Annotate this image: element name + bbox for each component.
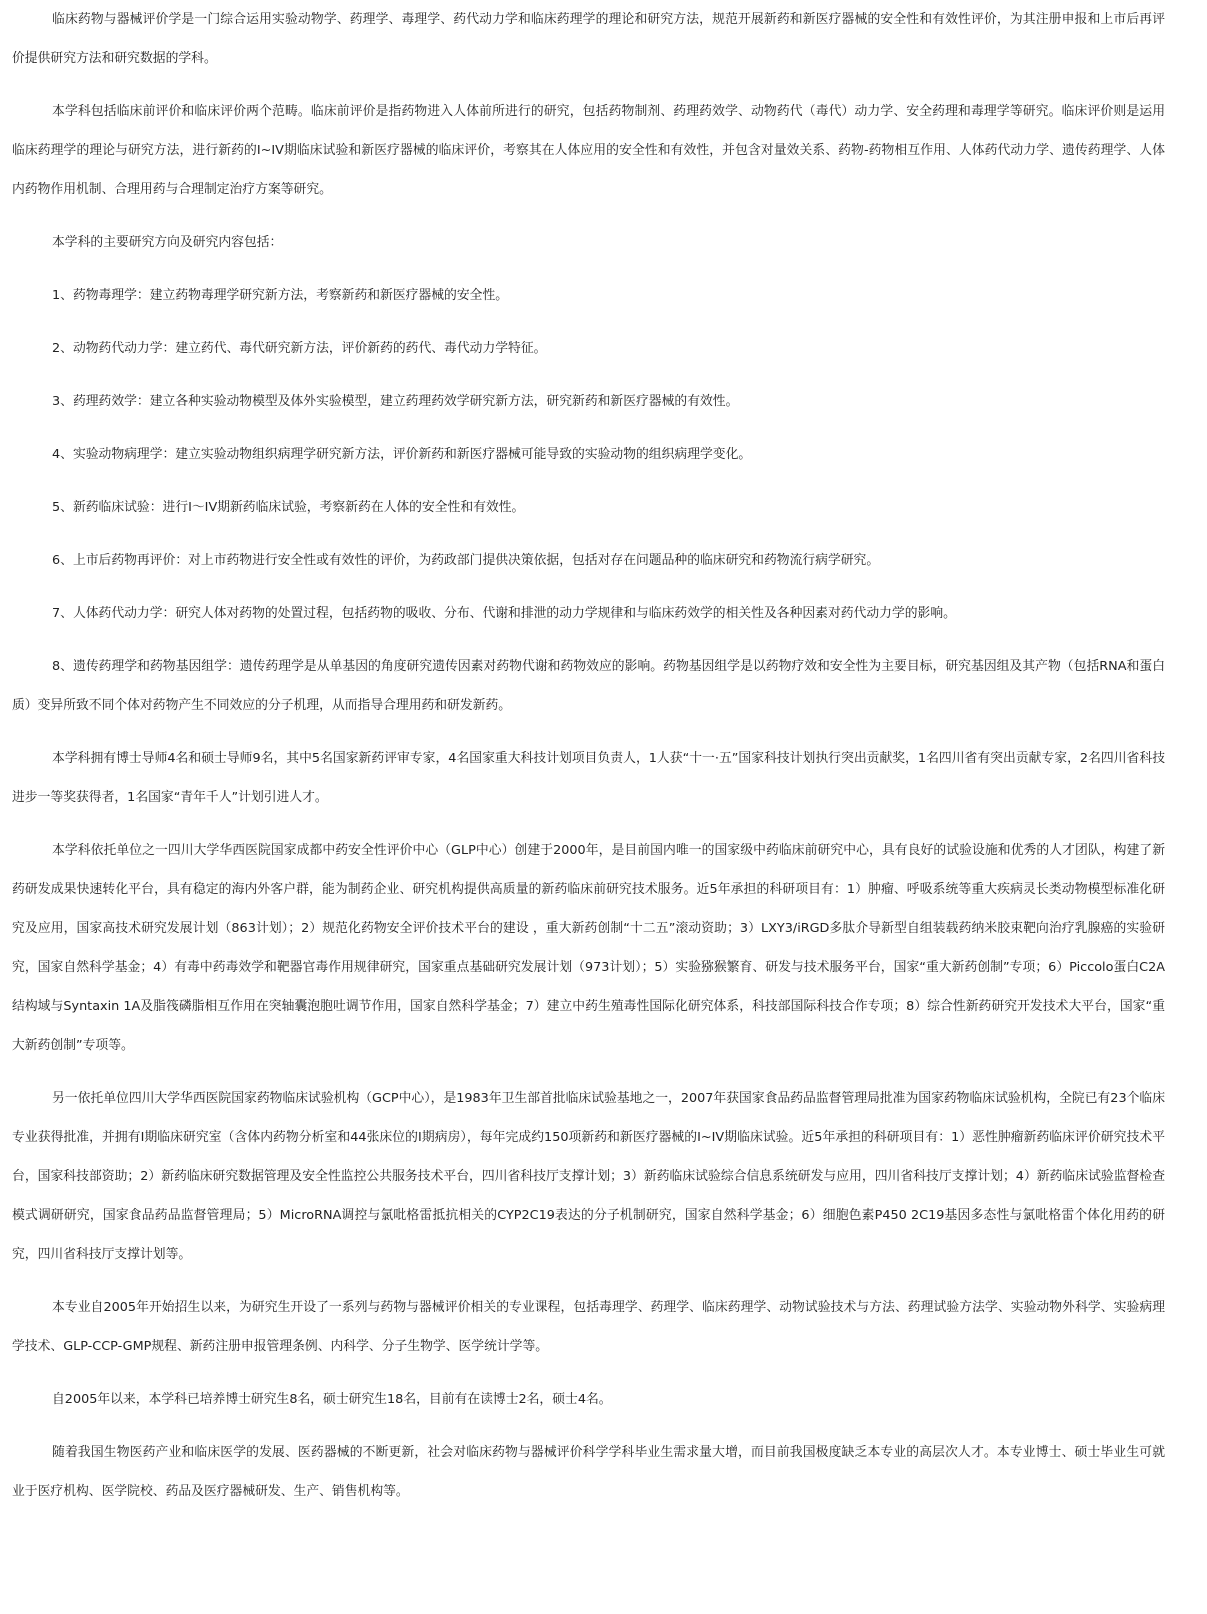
paragraph-scope: 本学科包括临床前评价和临床评价两个范畴。临床前评价是指药物进入人体前所进行的研究，包括药物制剂、药理药效学、动物药代（毒代）动力学、安全药理和毒理学等研究。临床评价则是运用临床药理学的理论与研究方法，进行新药的I~IV期临床试验和新医疗器械的临床评价，考察其在人体应用的安全性和有效性，并包含对量效关系、药物-药物相互作用、人体药代动力学、遗传药理学、人体内药物作用机制、合理用药与合理制定治疗方案等研究。 bbox=[12, 104, 1165, 197]
paragraph-direction-2: 2、动物药代动力学：建立药代、毒代研究新方法，评价新药的药代、毒代动力学特征。 bbox=[52, 341, 547, 356]
paragraph-research-directions-heading: 本学科的主要研究方向及研究内容包括： bbox=[52, 235, 283, 250]
paragraph-direction-6: 6、上市后药物再评价：对上市药物进行安全性或有效性的评价，为药政部门提供决策依据，包括对存在问题品种的临床研究和药物流行病学研究。 bbox=[52, 553, 880, 568]
paragraph-faculty: 本学科拥有博士导师4名和硕士导师9名，其中5名国家新药评审专家，4名国家重大科技计划项目负责人，1人获“十一·五”国家科技计划执行突出贡献奖，1名四川省有突出贡献专家，2名四川省科技进步一等奖获得者，1名国家“青年千人”计划引进人才。 bbox=[12, 751, 1165, 805]
paragraph-courses: 本专业自2005年开始招生以来，为研究生开设了一系列与药物与器械评价相关的专业课程，包括毒理学、药理学、临床药理学、动物试验技术与方法、药理试验方法学、实验动物外科学、实验病理学技术、GLP-CCP-GMP规程、新药注册申报管理条例、内科学、分子生物学、医学统计学等。 bbox=[12, 1300, 1165, 1354]
paragraph-employment: 随着我国生物医药产业和临床医学的发展、医药器械的不断更新，社会对临床药物与器械评价科学学科毕业生需求量大增，而目前我国极度缺乏本专业的高层次人才。本专业博士、硕士毕业生可就业于医疗机构、医学院校、药品及医疗器械研发、生产、销售机构等。 bbox=[12, 1445, 1165, 1499]
paragraph-direction-1: 1、药物毒理学：建立药物毒理学研究新方法，考察新药和新医疗器械的安全性。 bbox=[52, 288, 509, 303]
paragraph-graduates: 自2005年以来，本学科已培养博士研究生8名，硕士研究生18名，目前有在读博士2名，硕士4名。 bbox=[52, 1392, 612, 1407]
paragraph-intro-definition: 临床药物与器械评价学是一门综合运用实验动物学、药理学、毒理学、药代动力学和临床药理学的理论和研究方法，规范开展新药和新医疗器械的安全性和有效性评价，为其注册申报和上市后再评价提供研究方法和研究数据的学科。 bbox=[12, 12, 1165, 66]
paragraph-gcp-center: 另一依托单位四川大学华西医院国家药物临床试验机构（GCP中心），是1983年卫生部首批临床试验基地之一，2007年获国家食品药品监督管理局批准为国家药物临床试验机构，全院已有23个临床专业获得批准，并拥有I期临床研究室（含体内药物分析室和44张床位的I期病房），每年完成约150项新药和新医疗器械的I~IV期临床试验。近5年承担的科研项目有：1）恶性肿瘤新药临床评价研究技术平台，国家科技部资助；2）新药临床研究数据管理及安全性监控公共服务技术平台，四川省科技厅支撑计划；3）新药临床试验综合信息系统研发与应用，四川省科技厅支撑计划；4）新药临床试验监督检查模式调研研究，国家食品药品监督管理局；5）MicroRNA调控与氯吡格雷抵抗相关的CYP2C19表达的分子机制研究，国家自然科学基金；6）细胞色素P450 2C19基因多态性与氯吡格雷个体化用药的研究，四川省科技厅支撑计划等。 bbox=[12, 1091, 1165, 1262]
paragraph-direction-4: 4、实验动物病理学：建立实验动物组织病理学研究新方法，评价新药和新医疗器械可能导致的实验动物的组织病理学变化。 bbox=[52, 447, 752, 462]
paragraph-direction-5: 5、新药临床试验：进行I～IV期新药临床试验，考察新药在人体的安全性和有效性。 bbox=[52, 500, 525, 515]
paragraph-glp-center: 本学科依托单位之一四川大学华西医院国家成都中药安全性评价中心（GLP中心）创建于2000年，是目前国内唯一的国家级中药临床前研究中心，具有良好的试验设施和优秀的人才团队，构建了新药研发成果快速转化平台，具有稳定的海内外客户群，能为制药企业、研究机构提供高质量的新药临床前研究技术服务。近5年承担的科研项目有：1）肿瘤、呼吸系统等重大疾病灵长类动物模型标准化研究及应用，国家高技术研究发展计划（863计划）；2）规范化药物安全评价技术平台的建设 ，重大新药创制“十二五”滚动资助；3）LXY3/iRGD多肽介导新型自组装载药纳米胶束靶向治疗乳腺癌的实验研究，国家自然科学基金；4）有毒中药毒效学和靶器官毒作用规律研究，国家重点基础研究发展计划（973计划）；5）实验猕猴繁育、研发与技术服务平台，国家“重大新药创制”专项；6）Piccolo蛋白C2A结构域与Syntaxin 1A及脂筏磷脂相互作用在突轴囊泡胞吐调节作用，国家自然科学基金；7）建立中药生殖毒性国际化研究体系，科技部国际科技合作专项；8）综合性新药研究开发技术大平台，国家“重大新药创制”专项等。 bbox=[12, 843, 1165, 1053]
paragraph-direction-3: 3、药理药效学：建立各种实验动物模型及体外实验模型，建立药理药效学研究新方法，研究新药和新医疗器械的有效性。 bbox=[52, 394, 739, 409]
paragraph-direction-7: 7、人体药代动力学：研究人体对药物的处置过程，包括药物的吸收、分布、代谢和排泄的动力学规律和与临床药效学的相关性及各种因素对药代动力学的影响。 bbox=[52, 606, 956, 621]
paragraph-direction-8: 8、遗传药理学和药物基因组学：遗传药理学是从单基因的角度研究遗传因素对药物代谢和药物效应的影响。药物基因组学是以药物疗效和安全性为主要目标，研究基因组及其产物（包括RNA和蛋白质）变异所致不同个体对药物产生不同效应的分子机理，从而指导合理用药和研发新药。 bbox=[12, 659, 1165, 713]
